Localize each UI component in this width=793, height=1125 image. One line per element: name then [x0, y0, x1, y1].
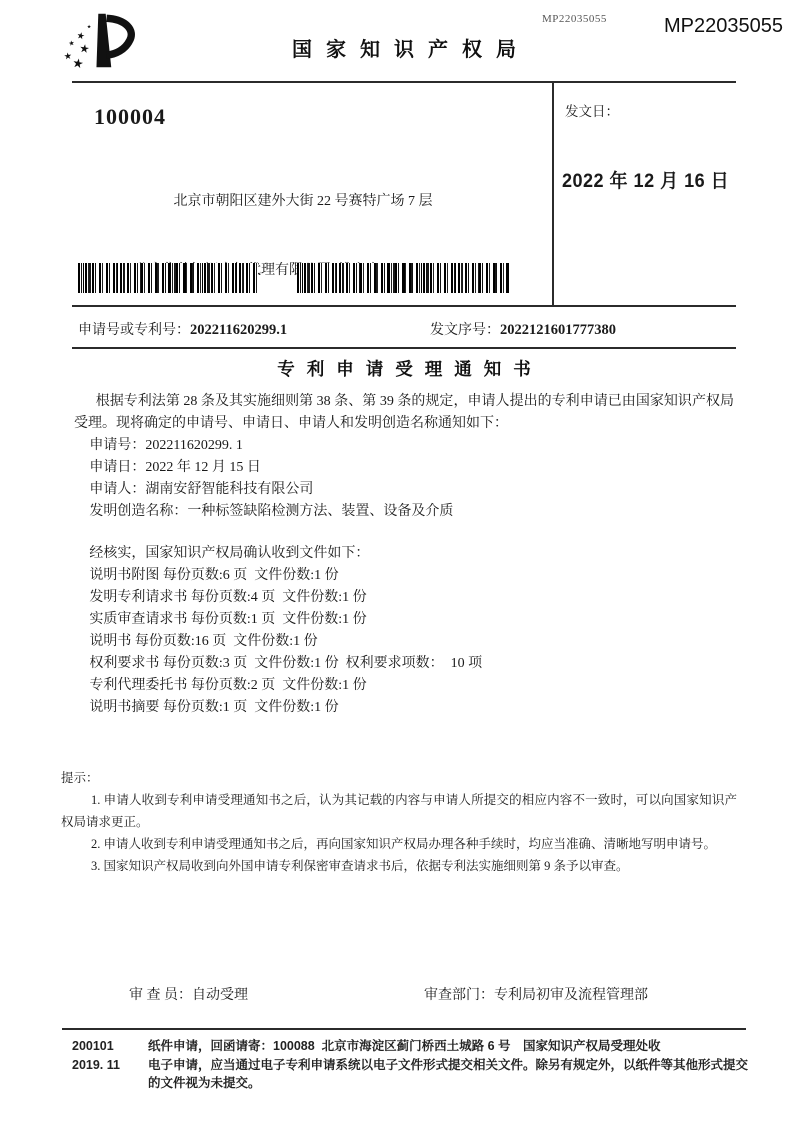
document-item: 发明专利请求书 每份页数:4 页 文件份数:1 份 [89, 590, 367, 605]
dispatch-date-label: 发文日： [565, 104, 619, 119]
document-item: 说明书附图 每份页数:6 页 文件份数:1 份 [89, 568, 339, 583]
hints-section [61, 767, 737, 877]
serial-number-value: 2022121601777380 [500, 322, 616, 338]
barcode-icon [297, 263, 510, 293]
department-label: 审查部门： [424, 988, 494, 1003]
field-application-date: 申请日：2022 年 12 月 15 日 [89, 460, 261, 475]
hint-item: 2. 申请人收到专利申请受理通知书之后，再向国家知识产权局办理各种手续时，均应当准确、清晰地写明申请号。 [91, 837, 717, 851]
barcode-icon [78, 263, 258, 293]
document-item: 权利要求书 每份页数:3 页 文件份数:1 份 权利要求项数： 10 项 [89, 656, 483, 671]
agency-title: 国家知识产权局 [292, 39, 530, 61]
footer-text-line1: 纸件申请，回函请寄：100088 北京市海淀区蓟门桥西土城路 6 号 国家知识产权局受理处收 [148, 1039, 661, 1053]
hint-item: 1. 申请人收到专利申请受理通知书之后，认为其记载的内容与申请人所提交的相应内容不一致时，可以向国家知识产权局请求更正。 [61, 793, 737, 829]
application-number [78, 319, 287, 339]
field-application-number: 申请号：202211620299. 1 [89, 438, 243, 453]
divider-top [72, 81, 736, 83]
document-item: 说明书 每份页数:16 页 文件份数:1 份 [89, 634, 318, 649]
hint-item: 3. 国家知识产权局收到向外国申请专利保密审查请求书后，依据专利法实施细则第 9 条予以审查。 [91, 859, 629, 873]
divider-vertical [552, 83, 554, 306]
serial-number [430, 319, 616, 339]
footer-text-line2: 电子申请，应当通过电子专利申请系统以电子文件形式提交相关文件。除另有规定外，以纸件等其他形式提交的文件视为未提交。 [148, 1057, 749, 1090]
notice-body [74, 391, 734, 719]
application-number-label: 申请号或专利号： [78, 323, 190, 338]
footer-text [148, 1037, 748, 1093]
doc-code-small: MP22035055 [542, 13, 607, 25]
document-item: 实质审查请求书 每份页数:1 页 文件份数:1 份 [89, 612, 367, 627]
field-invention-title: 发明创造名称：一种标签缺陷检测方法、装置、设备及介质 [89, 504, 454, 519]
footer-codes [72, 1037, 148, 1093]
recipient-postal-code: 100004 [94, 104, 166, 129]
divider-footer [62, 1028, 746, 1030]
field-applicant: 申请人：湖南安舒智能科技有限公司 [89, 482, 314, 497]
department-value: 专利局初审及流程管理部 [494, 988, 648, 1003]
document-item: 专利代理委托书 每份页数:2 页 文件份数:1 份 [89, 678, 367, 693]
recipient-address [72, 144, 534, 328]
divider-under-numbers [72, 347, 736, 349]
doc-code-large: MP22035055 [664, 15, 783, 37]
footer [72, 1037, 748, 1093]
recipient-address-line1: 北京市朝阳区建外大街 22 号赛特广场 7 层 [173, 194, 433, 209]
footer-code-line2: 2019. 11 [72, 1057, 120, 1072]
application-number-value: 202211620299.1 [190, 322, 288, 338]
spacer [74, 523, 734, 543]
notice-title: 专利申请受理通知书 [277, 359, 543, 379]
divider-under-barcodes [72, 305, 736, 307]
received-intro: 经核实，国家知识产权局确认收到文件如下： [89, 546, 370, 561]
document-item: 说明书摘要 每份页数:1 页 文件份数:1 份 [89, 700, 339, 715]
department-row [410, 968, 648, 1020]
examiner-row [115, 968, 248, 1020]
dispatch-date-value: 2022 年 12 月 16 日 [562, 171, 730, 192]
serial-number-label: 发文序号： [430, 323, 500, 338]
notice-intro: 根据专利法第 28 条及其实施细则第 38 条、第 39 条的规定，申请人提出的专利申请已由国家知识产权局受理。现将确定的申请号、申请日、申请人和发明创造名称通知如下： [74, 394, 734, 431]
hints-label: 提示： [61, 771, 99, 785]
examiner-value: 自动受理 [192, 988, 248, 1003]
footer-code-line1: 200101 [72, 1039, 114, 1053]
examiner-label: 审 查 员： [129, 988, 192, 1003]
